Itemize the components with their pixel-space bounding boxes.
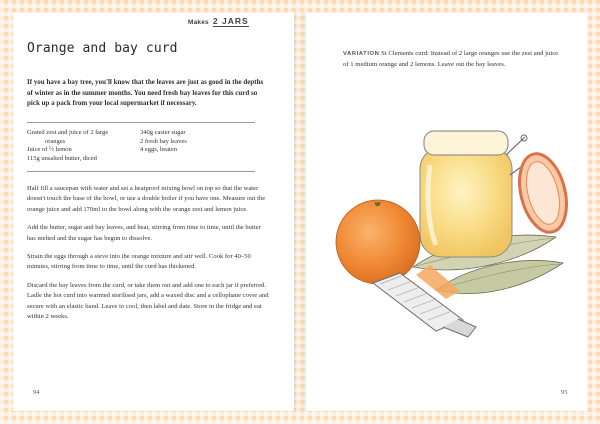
variation-note bbox=[343, 49, 563, 70]
page-number-right: 95 bbox=[561, 389, 568, 396]
recipe-intro: If you have a bay tree, you'll know that the leaves are just as good in the depths of winter as in the summer months. You need fresh bay leaves for this curd so pick up a pack from your local supermarket if necessary. bbox=[27, 78, 264, 107]
ingredient-item: 115g unsalted butter, diced bbox=[27, 154, 97, 162]
ingredient-item: 4 eggs, beaten bbox=[140, 146, 178, 154]
variation-label: VARIATION bbox=[343, 51, 380, 57]
ingredient-item: 2 fresh bay leaves bbox=[140, 137, 187, 145]
book-gutter bbox=[294, 13, 306, 411]
recipe-illustration bbox=[318, 115, 568, 350]
method-step: Add the butter, sugar and bay leaves, and heat, stirring from time to time, until the butter has melted and the sugar has begun to dissolve. bbox=[27, 224, 261, 242]
method-step: Strain the eggs through a sieve into the orange mixture and stir well. Cook for 40–50 minutes, stirring from time to time, until the curd has thickened. bbox=[27, 253, 251, 271]
ingredients-bottom-rule bbox=[27, 171, 255, 172]
ingredients-list-left bbox=[27, 129, 135, 163]
ingredient-item: 340g caster sugar bbox=[140, 129, 186, 136]
ingredients-list-right bbox=[140, 129, 255, 155]
makes-label: Makes bbox=[188, 19, 209, 26]
variation-text: St Clements curd: Instead of 2 large oranges use the zest and juice of 1 medium orange and 2 lemons. Leave out the bay leaves. bbox=[343, 50, 559, 68]
ingredient-item: Grated zest and juice of 2 large bbox=[27, 129, 109, 136]
ingredient-item: oranges bbox=[45, 137, 66, 145]
page-number-left: 94 bbox=[33, 389, 40, 396]
method-step: Half fill a saucepan with water and set a heatproof mixing bowl on top so that the water doesn't touch the base of the bowl, or use a double boiler if you have one. Measure out the orange juice and add 170ml to the bowl along with the orange zest and lemon juice. bbox=[27, 185, 266, 213]
jar-lid-icon bbox=[512, 149, 568, 237]
recipe-title: Orange and bay curd bbox=[27, 41, 178, 56]
orange-icon bbox=[336, 200, 420, 284]
ingredient-item: Juice of ½ lemon bbox=[27, 146, 72, 154]
method-steps bbox=[27, 184, 270, 330]
makes-value: 2 JARS bbox=[212, 16, 249, 26]
ingredients-top-rule bbox=[27, 122, 255, 123]
yield-label bbox=[188, 17, 249, 27]
method-step: Discard the bay leaves from the curd, or take them out and add one to each jar if preferred. Ladle the hot curd into warmed sterilised jars, add a waxed disc and a cellophane cover and secure with an elastic band. Leave to cool, then label and date. Store in the fridge and eat within 2 weeks. bbox=[27, 281, 269, 321]
